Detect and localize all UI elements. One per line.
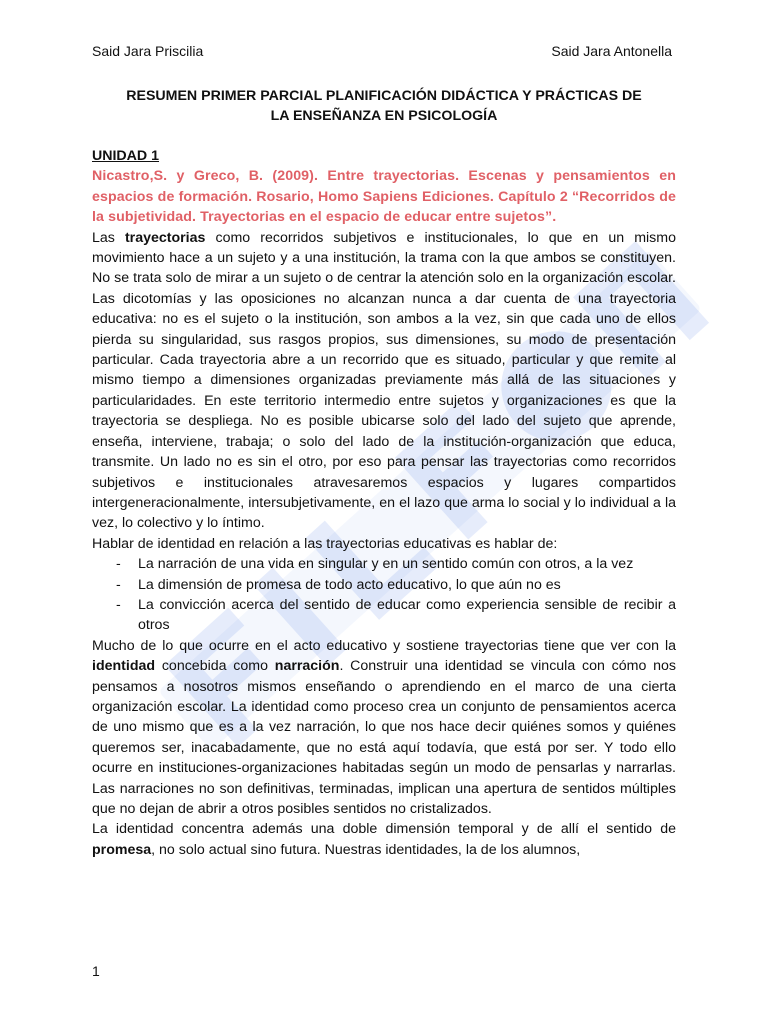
paragraph-trayectorias [92,228,676,534]
page-header [92,42,672,60]
paragraph-text: Mucho de lo que ocurre en el acto educativo y sostiene trayectorias tiene que ver con la [92,637,676,654]
unit-heading: UNIDAD 1 [92,148,160,164]
paragraph-text: La identidad concentra además una doble dimensión temporal y de allí el sentido de [92,821,676,838]
bold-term-promesa: promesa [92,841,152,858]
paragraph-identidad-narracion [92,636,676,820]
bold-term-trayectorias: trayectorias [124,229,206,246]
document-body [92,146,676,860]
paragraph-text: como recorridos subjetivos e institucionales, lo que en un mismo movimiento hace a un sujeto y a una institución, la trama con la que ambos se constituyen. No se trata solo de mirar a un sujeto o de centrar la atención solo en la organización escolar. Las dicotomías y las oposiciones no alcanzan nunca a dar cuenta de una trayectoria educativa: no es el sujeto o la institución, son ambos a la vez, sin que cada uno de ellos pierda su singularidad, sus rasgos propios, sus dimensiones, su modo de presentación particular. Cada trayectoria abre a un recorrido que es situado, particular y que remite al mismo tiempo a dimensiones organizadas previamente más allá de las situaciones y particularidades. En este territorio intermedio entre sujetos y organizaciones es que la trayectoria se despliega. No es posible ubicarse solo del lado del sujeto que aprende, enseña, interviene, trabaja; o solo del lado de la institución-organización que educa, transmite. Un lado no es sin el otro, por eso para pensar las trayectorias como recorridos subjetivos e institucionales atravesaremos espacios y lugares compartidos intergeneracionalmente, intersubjetivamente, en el lazo que arma lo social y lo individual a la vez, lo colectivo y lo íntimo. [92,229,676,532]
list-item: - La convicción acerca del sentido de educar como experiencia sensible de recibir a otros [92,595,676,636]
bold-term-identidad: identidad [92,658,156,675]
paragraph-text: Las [92,229,125,246]
title-line-1: RESUMEN PRIMER PARCIAL PLANIFICACIÓN DIDÁCTICA Y PRÁCTICAS DE [126,88,642,104]
bold-term-narracion: narración [274,658,340,675]
identity-list [92,554,676,636]
document-title [92,86,676,126]
paragraph-promesa [92,819,676,860]
title-line-2: LA ENSEÑANZA EN PSICOLOGÍA [270,108,498,124]
paragraph-text: . Construir una identidad se vincula con cómo nos pensamos a nosotros mismos enseñando o aprendiendo en el marco de una cierta organización escolar. La identidad como proceso crea un conjunto de pensamientos acerca de uno mismo que es a la vez narración, lo que nos hace decir quiénes somos y quiénes queremos ser, inacabadamente, que no está aquí todavía, que está por ser. Y todo ello ocurre en instituciones-organizaciones habitadas según un modo de pensarlas y narrarlas. Las narraciones no son definitivas, terminadas, implican una apertura de sentidos múltiples que no dejan de abrir a otros posibles sentidos no cristalizados. [92,658,676,817]
header-author-left: Said Jara Priscilia [92,43,204,59]
page-number: 1 [92,963,100,979]
paragraph-identidad-intro: Hablar de identidad en relación a las trayectorias educativas es hablar de: [92,535,558,552]
paragraph-text: concebida como [155,658,275,675]
list-item: - La narración de una vida en singular y en un sentido común con otros, a la vez [92,554,676,574]
paragraph-text: , no solo actual sino futura. Nuestras identidades, la de los alumnos, [151,841,581,858]
bibliographic-reference: Nicastro,S. y Greco, B. (2009). Entre trayectorias. Escenas y pensamientos en espacios de formación. Rosario, Homo Sapiens Ediciones. Capítulo 2 “Recorridos de la subjetividad. Trayectorias en el espacio de educar entre sujetos”. [92,168,676,226]
header-author-right: Said Jara Antonella [551,43,672,59]
list-item: - La dimensión de promesa de todo acto educativo, lo que aún no es [92,575,676,595]
